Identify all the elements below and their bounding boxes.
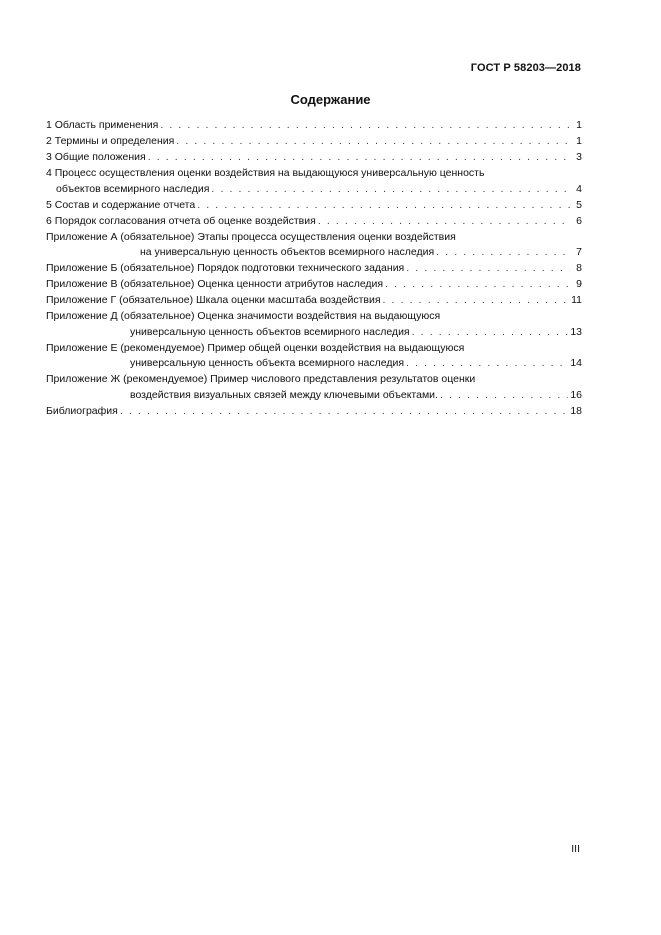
toc-page-number: 5 — [576, 198, 582, 211]
toc-entry-approval[interactable] — [46, 214, 582, 230]
dot-leader — [406, 261, 570, 277]
toc-entry-appendix-zh[interactable] — [46, 372, 582, 403]
toc-page-number: 16 — [570, 388, 582, 401]
toc-entry-process[interactable] — [46, 166, 582, 197]
dot-leader — [383, 293, 570, 309]
toc-page-number: 8 — [576, 262, 582, 274]
toc-entry-report-content[interactable] — [46, 198, 582, 214]
toc-page-number: 9 — [576, 278, 582, 290]
toc-entry-appendix-e[interactable] — [46, 341, 582, 372]
toc-page-number: 14 — [570, 357, 582, 369]
dot-leader — [120, 404, 568, 420]
dot-leader — [160, 118, 570, 134]
toc-entry-text-cont: воздействия визуальных связей между ключевыми объектами. — [130, 388, 438, 401]
toc-entry-text: 6 Порядок согласования отчета об оценке воздействия — [46, 214, 316, 227]
toc-entry-text: Приложение А (обязательное) Этапы процесса осуществления оценки воздействия — [46, 230, 456, 243]
dot-leader — [148, 150, 570, 166]
table-of-contents — [46, 118, 582, 420]
dot-leader — [406, 356, 568, 372]
toc-entry-appendix-g[interactable] — [46, 293, 582, 309]
toc-entry-text: 5 Состав и содержание отчета — [46, 198, 196, 211]
toc-entry-text: 4 Процесс осуществления оценки воздействия на выдающуюся универсальную ценность — [46, 167, 485, 179]
dot-leader — [318, 214, 570, 230]
toc-entry-text-cont: на универсальную ценность объектов всемирного наследия — [140, 246, 435, 258]
toc-entry-text: 2 Термины и определения — [46, 135, 175, 147]
toc-entry-appendix-d[interactable] — [46, 309, 582, 340]
toc-page-number: 6 — [576, 214, 582, 227]
toc-page-number: 4 — [576, 182, 582, 195]
toc-page-number: 3 — [576, 151, 582, 163]
toc-page-number: 1 — [576, 135, 582, 147]
toc-entry-terms[interactable] — [46, 134, 582, 150]
toc-page-number: 13 — [570, 325, 582, 338]
toc-page-number: 1 — [576, 119, 582, 131]
dot-leader — [176, 134, 570, 150]
toc-page-number: 7 — [576, 246, 582, 258]
dot-leader — [436, 245, 570, 261]
toc-page-number: 18 — [570, 404, 582, 417]
dot-leader — [211, 182, 570, 198]
toc-entry-text: Приложение Б (обязательное) Порядок подготовки технического задания — [46, 262, 405, 274]
dot-leader — [385, 277, 570, 293]
toc-entry-text: Приложение Ж (рекомендуемое) Пример числового представления результатов оценки — [46, 373, 476, 385]
toc-entry-text-cont: объектов всемирного наследия — [56, 182, 210, 195]
toc-entry-appendix-b[interactable] — [46, 261, 582, 277]
toc-entry-text: Приложение Г (обязательное) Шкала оценки масштаба воздействия — [46, 294, 381, 306]
toc-entry-text: Приложение Е (рекомендуемое) Пример общей оценки воздействия на выдающуюся — [46, 341, 465, 354]
toc-page-number: 11 — [571, 294, 582, 306]
page-number: III — [571, 843, 580, 855]
document-code-header: ГОСТ Р 58203—2018 — [470, 62, 581, 74]
toc-entry-text-cont: универсальную ценность объектов всемирного наследия — [130, 325, 410, 338]
toc-entry-text: 3 Общие положения — [46, 151, 146, 163]
toc-title: Содержание — [290, 92, 371, 107]
toc-entry-text: 1 Область применения — [46, 119, 159, 131]
toc-entry-text: Библиография — [46, 404, 118, 417]
toc-entry-appendix-v[interactable] — [46, 277, 582, 293]
toc-entry-bibliography[interactable] — [46, 404, 582, 420]
toc-entry-text: Приложение В (обязательное) Оценка ценности атрибутов наследия — [46, 278, 384, 290]
dot-leader — [197, 198, 570, 214]
toc-entry-text-cont: универсальную ценность объекта всемирного наследия — [130, 357, 405, 369]
toc-entry-scope[interactable] — [46, 118, 582, 134]
toc-entry-general[interactable] — [46, 150, 582, 166]
dot-leader — [440, 388, 568, 404]
toc-entry-text: Приложение Д (обязательное) Оценка значимости воздействия на выдающуюся — [46, 310, 441, 322]
toc-entry-appendix-a[interactable] — [46, 230, 582, 261]
dot-leader — [412, 325, 569, 341]
